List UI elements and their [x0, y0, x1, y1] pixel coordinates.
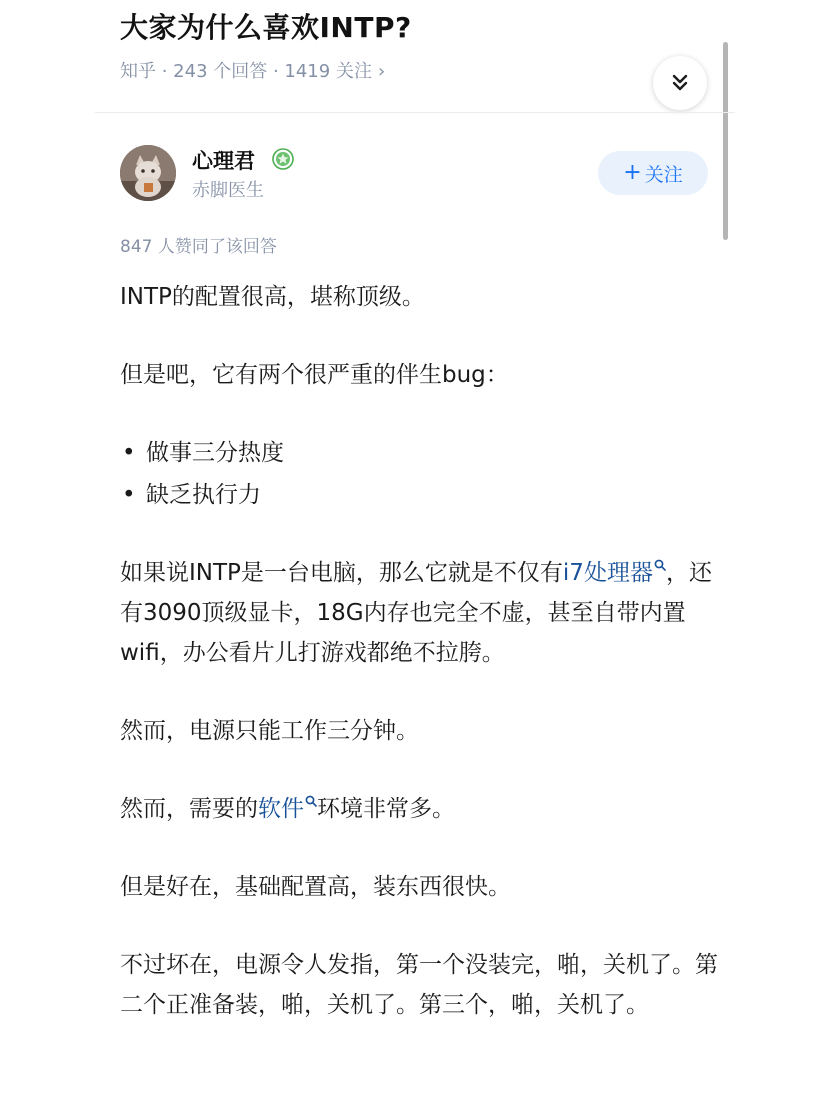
answer-text: 环境非常多。	[317, 796, 455, 822]
answer-text: 如果说INTP是一台电脑，那么它就是不仅有	[120, 560, 563, 586]
question-meta-text: 知乎 · 243 个回答 · 1419 关注	[120, 61, 372, 82]
scrollbar[interactable]	[723, 42, 728, 240]
answer-text: ，还有3090顶级显卡，18G内存也完全不虚，甚至自带内置wifi，办公看片儿打游戏都绝不拉胯。	[120, 560, 712, 666]
plus-icon: +	[623, 160, 642, 185]
answer-paragraph: 不过坏在，电源令人发指，第一个没装完，啪，关机了。第二个正准备装，啪，关机了。第三个，啪，关机了。	[120, 952, 718, 1018]
likes-count: 847 人赞同了该回答	[120, 237, 277, 257]
answer-text: 然而，需要的	[120, 796, 258, 822]
answer-content	[120, 277, 720, 1063]
cat-avatar-icon	[120, 145, 176, 201]
answer-paragraph: INTP的配置很高，堪称顶级。	[120, 284, 425, 310]
answer-paragraph: 然而，电源只能工作三分钟。	[120, 718, 419, 744]
search-link-software[interactable]: 软件	[258, 796, 304, 822]
double-chevron-down-icon	[669, 72, 691, 94]
list-item	[120, 475, 720, 515]
answer-paragraph: 但是好在，基础配置高，装东西很快。	[120, 874, 511, 900]
answer-paragraph: 但是吧，它有两个很严重的伴生bug：	[120, 362, 509, 388]
list-item-text: 缺乏执行力	[146, 482, 261, 508]
answer-paragraph	[120, 789, 720, 829]
bullet-icon: •	[122, 482, 136, 508]
search-link-cpu[interactable]: i7处理器	[562, 560, 653, 586]
author-description: 赤脚医生	[192, 180, 264, 201]
question-title[interactable]: 大家为什么喜欢INTP?	[120, 11, 412, 44]
avatar[interactable]	[120, 145, 176, 201]
bullet-icon: •	[122, 440, 136, 466]
chevron-right-icon: ›	[377, 61, 386, 82]
divider	[95, 112, 735, 113]
question-meta[interactable]	[120, 57, 385, 83]
list-item	[120, 433, 720, 473]
collapse-button[interactable]	[653, 56, 707, 110]
follow-button-label: 关注	[644, 163, 683, 186]
author-name[interactable]: 心理君	[192, 149, 255, 173]
answer-bullet-list	[120, 433, 720, 515]
search-icon[interactable]	[305, 795, 317, 807]
green-badge-icon	[272, 148, 294, 170]
answer-paragraph	[120, 553, 720, 673]
list-item-text: 做事三分热度	[146, 440, 284, 466]
follow-button[interactable]	[598, 151, 708, 195]
search-icon[interactable]	[654, 559, 666, 571]
